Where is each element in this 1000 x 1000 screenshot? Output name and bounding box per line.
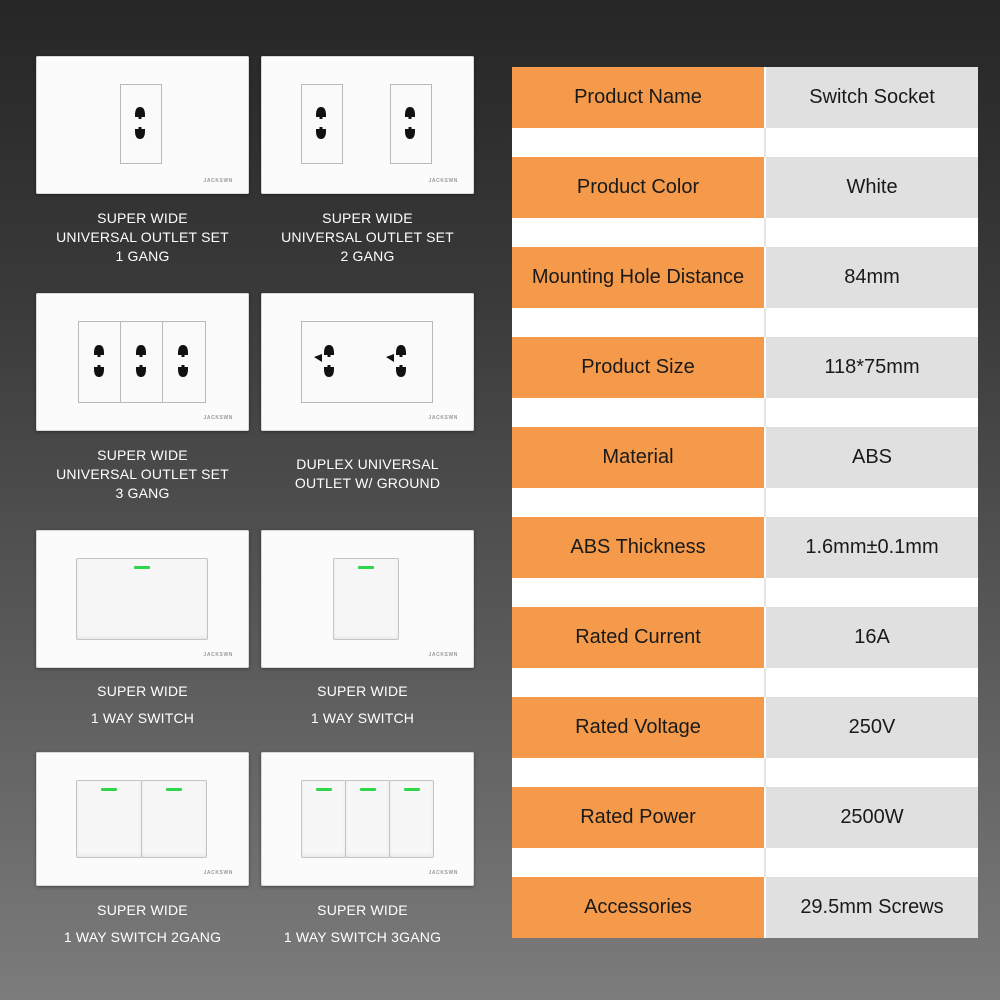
caption-line: 1 WAY SWITCH 3GANG	[283, 929, 442, 945]
indicator-led-icon	[134, 566, 150, 569]
spec-label: ABS Thickness	[512, 517, 766, 578]
spec-label: Material	[512, 427, 766, 488]
caption-line: 1 WAY SWITCH	[310, 710, 415, 726]
product-image-outlet-2-gang	[261, 56, 474, 194]
product-image-outlet-3-gang	[36, 293, 249, 431]
switch-rocker	[76, 780, 142, 858]
brand-logo: JACKSWN	[203, 652, 233, 658]
spec-row	[512, 157, 978, 218]
product-image-switch-1-way-large	[36, 530, 249, 668]
socket-holes-icon	[400, 101, 420, 145]
socket-module	[301, 321, 433, 403]
caption-line: 1 WAY SWITCH 2GANG	[63, 929, 222, 945]
row-divider	[512, 128, 978, 157]
caption-line: 2 GANG	[340, 248, 395, 264]
socket-module	[301, 84, 343, 164]
caption-line: SUPER WIDE	[97, 902, 188, 918]
caption-line: SUPER WIDE	[97, 210, 188, 226]
caption-line: 1 WAY SWITCH	[90, 710, 195, 726]
product-image-switch-1-way-2gang	[36, 752, 249, 886]
spec-value: Switch Socket	[766, 67, 978, 128]
socket-holes-icon	[173, 339, 193, 383]
product-caption	[261, 209, 474, 266]
spec-row	[512, 517, 978, 578]
spec-row	[512, 247, 978, 308]
socket-module	[120, 321, 164, 403]
caption-line: UNIVERSAL OUTLET SET	[56, 229, 229, 245]
spec-row	[512, 697, 978, 758]
spec-row	[512, 787, 978, 848]
indicator-led-icon	[404, 788, 420, 791]
spec-value: 250V	[766, 697, 978, 758]
row-divider	[512, 668, 978, 697]
switch-rocker	[76, 558, 208, 640]
product-caption	[36, 897, 249, 951]
product-caption	[36, 209, 249, 266]
caption-line: SUPER WIDE	[317, 902, 408, 918]
spec-label: Accessories	[512, 877, 766, 938]
spec-value: 118*75mm	[766, 337, 978, 398]
socket-holes-icon	[314, 339, 344, 383]
indicator-led-icon	[360, 788, 376, 791]
caption-line: SUPER WIDE	[322, 210, 413, 226]
product-caption	[261, 455, 474, 493]
caption-line: SUPER WIDE	[97, 683, 188, 699]
product-caption	[256, 678, 469, 732]
switch-rocker	[141, 780, 207, 858]
brand-logo: JACKSWN	[428, 652, 458, 658]
caption-line: SUPER WIDE	[97, 447, 188, 463]
product-image-switch-1-way-3gang	[261, 752, 474, 886]
brand-logo: JACKSWN	[203, 415, 233, 421]
indicator-led-icon	[101, 788, 117, 791]
caption-line: DUPLEX UNIVERSAL	[296, 456, 439, 472]
row-divider	[512, 578, 978, 607]
spec-value: 84mm	[766, 247, 978, 308]
spec-value: 1.6mm±0.1mm	[766, 517, 978, 578]
socket-holes-icon	[130, 101, 150, 145]
spec-row	[512, 877, 978, 938]
row-divider	[512, 488, 978, 517]
socket-holes-icon	[89, 339, 109, 383]
brand-logo: JACKSWN	[428, 415, 458, 421]
brand-logo: JACKSWN	[203, 178, 233, 184]
caption-line: SUPER WIDE	[317, 683, 408, 699]
socket-holes-icon	[131, 339, 151, 383]
brand-logo: JACKSWN	[428, 870, 458, 876]
row-divider	[512, 308, 978, 337]
spec-label: Rated Voltage	[512, 697, 766, 758]
product-image-duplex-outlet-ground	[261, 293, 474, 431]
spec-label: Product Name	[512, 67, 766, 128]
brand-logo: JACKSWN	[428, 178, 458, 184]
socket-module	[78, 321, 122, 403]
product-caption	[36, 446, 249, 503]
spec-row	[512, 67, 978, 128]
indicator-led-icon	[166, 788, 182, 791]
product-image-switch-1-way-small	[261, 530, 474, 668]
product-image-outlet-1-gang	[36, 56, 249, 194]
spec-value: 29.5mm Screws	[766, 877, 978, 938]
spec-row	[512, 427, 978, 488]
socket-holes-icon	[386, 339, 416, 383]
spec-label: Product Size	[512, 337, 766, 398]
spec-row	[512, 607, 978, 668]
spec-label: Rated Power	[512, 787, 766, 848]
product-caption	[256, 897, 469, 951]
socket-module	[120, 84, 162, 164]
spec-value: 2500W	[766, 787, 978, 848]
socket-holes-icon	[311, 101, 331, 145]
socket-module	[162, 321, 206, 403]
switch-rocker	[389, 780, 434, 858]
row-divider	[512, 848, 978, 877]
switch-rocker	[301, 780, 346, 858]
indicator-led-icon	[358, 566, 374, 569]
row-divider	[512, 398, 978, 427]
spec-value: ABS	[766, 427, 978, 488]
socket-module	[390, 84, 432, 164]
row-divider	[512, 758, 978, 787]
spec-value: White	[766, 157, 978, 218]
caption-line: UNIVERSAL OUTLET SET	[56, 466, 229, 482]
spec-label: Rated Current	[512, 607, 766, 668]
caption-line: 1 GANG	[115, 248, 170, 264]
brand-logo: JACKSWN	[203, 870, 233, 876]
spec-value: 16A	[766, 607, 978, 668]
product-caption	[36, 678, 249, 732]
caption-line: UNIVERSAL OUTLET SET	[281, 229, 454, 245]
caption-line: OUTLET W/ GROUND	[294, 475, 441, 491]
caption-line: 3 GANG	[115, 485, 170, 501]
spec-row	[512, 337, 978, 398]
indicator-led-icon	[316, 788, 332, 791]
switch-rocker	[345, 780, 390, 858]
row-divider	[512, 218, 978, 247]
spec-label: Mounting Hole Distance	[512, 247, 766, 308]
switch-rocker	[333, 558, 399, 640]
spec-table	[512, 67, 978, 938]
spec-label: Product Color	[512, 157, 766, 218]
